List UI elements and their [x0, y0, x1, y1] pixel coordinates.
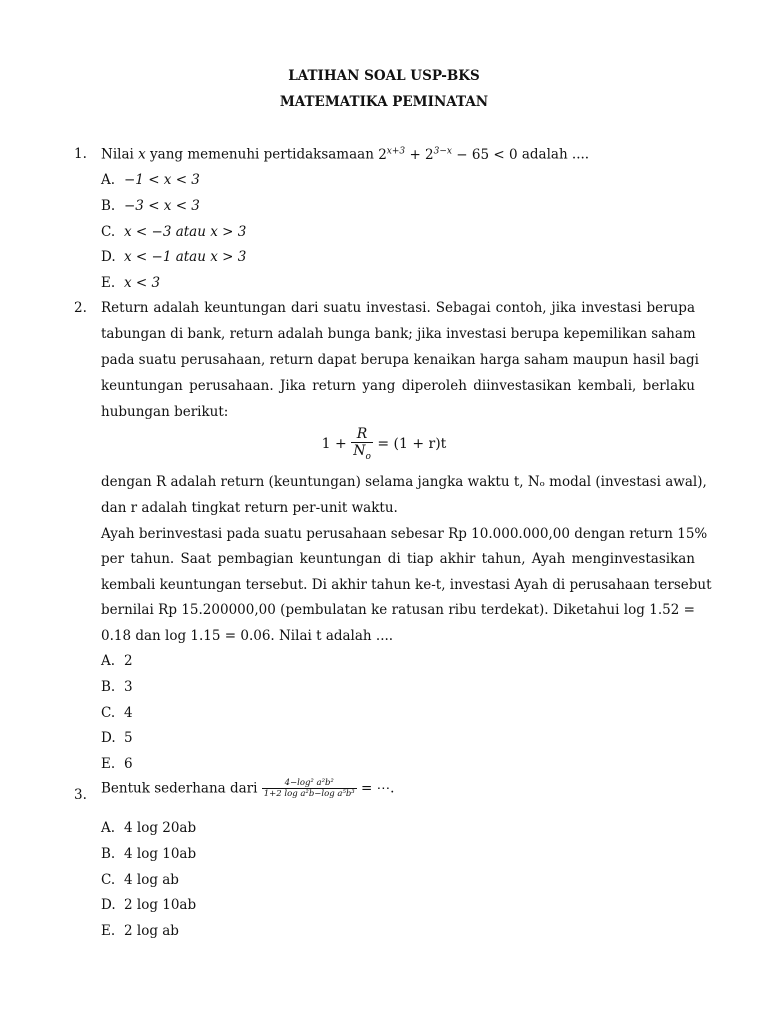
- q3-option-e: 2 log ab: [124, 923, 179, 939]
- q3-option-b: 4 log 10ab: [124, 846, 197, 862]
- q2-option-d-letter: D.: [101, 730, 116, 746]
- return-formula: 1 + $\frac{R}{N_o}$ = (1 + r)t: [321, 426, 447, 462]
- q3-fraction: $\frac{\text{4−log² a²b²}}{\text{1+2 log a²b−log a⁵b³}}$: [263, 778, 355, 799]
- q1-number: 1.: [74, 146, 87, 162]
- formula-fraction: $\frac{R}{N_o}$: [353, 426, 371, 462]
- q1-option-a: −1 < x < 3: [124, 172, 200, 188]
- q2-paragraph-line: tabungan di bank, return adalah bunga bank; jika investasi berupa kepemilikan saham: [101, 326, 696, 342]
- q3-option-a: 4 log 20ab: [124, 820, 197, 836]
- q2-option-b: 3: [124, 679, 133, 695]
- q2-paragraph-line: per tahun. Saat pembagian keuntungan di tiap akhir tahun, Ayah menginvestasikan: [101, 551, 695, 567]
- q2-option-c: 4: [124, 705, 133, 721]
- q1-option-b: −3 < x < 3: [124, 198, 200, 214]
- q1-option-c: x < −3 atau x > 3: [124, 224, 247, 240]
- q3-number: 3.: [74, 787, 87, 803]
- q2-option-c-letter: C.: [101, 705, 116, 721]
- q3-option-b-letter: B.: [101, 846, 116, 862]
- q1-option-e-letter: E.: [101, 275, 116, 291]
- q3-option-a-letter: A.: [101, 820, 116, 836]
- q3-option-e-letter: E.: [101, 923, 116, 939]
- q2-paragraph-line: Ayah berinvestasi pada suatu perusahaan sebesar Rp 10.000.000,00 dengan return 15%: [101, 526, 708, 542]
- q1-text: Nilai x yang memenuhi pertidaksamaan $2^{x+3} + 2^{3-x} - 65 < 0$ adalah ....: [101, 146, 590, 163]
- q1-option-a-letter: A.: [101, 172, 116, 188]
- q3-option-d: 2 log 10ab: [124, 897, 197, 913]
- q2-paragraph-line: kembali keuntungan tersebut. Di akhir tahun ke-t, investasi Ayah di perusahaan tersebut: [101, 577, 712, 593]
- q1-option-e: x < 3: [124, 275, 161, 291]
- q2-paragraph-line: dengan R adalah return (keuntungan) selama jangka waktu t, Nₒ modal (investasi awal),: [101, 474, 707, 490]
- q2-number: 2.: [74, 300, 87, 316]
- q3-option-c-letter: C.: [101, 872, 116, 888]
- q1-option-d-letter: D.: [101, 249, 116, 265]
- q1-option-b-letter: B.: [101, 198, 116, 214]
- q2-paragraph-line: pada suatu perusahaan, return dapat berupa kenaikan harga saham maupun hasil bagi: [101, 352, 699, 368]
- doc-subtitle: MATEMATIKA PEMINATAN: [279, 94, 489, 110]
- q2-paragraph-line: dan r adalah tingkat return per-unit waktu.: [101, 500, 398, 516]
- doc-title: LATIHAN SOAL USP-BKS: [288, 68, 480, 84]
- q2-paragraph-line: keuntungan perusahaan. Jika return yang diperoleh diinvestasikan kembali, berlaku: [101, 378, 695, 394]
- q1-expression: $2^{x+3} + 2^{3-x} - 65 < 0$: [378, 146, 518, 163]
- q2-option-e: 6: [124, 756, 133, 772]
- q2-option-e-letter: E.: [101, 756, 116, 772]
- q2-option-d: 5: [124, 730, 133, 746]
- q2-paragraph-line: 0.18 dan log 1.15 = 0.06. Nilai t adalah ....: [101, 628, 394, 644]
- q2-paragraph-line: hubungan berikut:: [101, 404, 229, 420]
- q3-option-d-letter: D.: [101, 897, 116, 913]
- q2-paragraph-line: bernilai Rp 15.200000,00 (pembulatan ke ratusan ribu terdekat). Diketahui log 1.52 =: [101, 602, 695, 618]
- q2-option-a: 2: [124, 653, 133, 669]
- q1-option-c-letter: C.: [101, 224, 116, 240]
- q1-option-d: x < −1 atau x > 3: [124, 249, 247, 265]
- q3-text: Bentuk sederhana dari $\frac{\text{4−log² a²b²}}{\text{1+2 log a²b−log a⁵b³}}$ = ⋯.: [101, 778, 395, 799]
- q3-option-c: 4 log ab: [124, 872, 179, 888]
- q2-paragraph-line: Return adalah keuntungan dari suatu investasi. Sebagai contoh, jika investasi berupa: [101, 300, 695, 316]
- q2-option-a-letter: A.: [101, 653, 116, 669]
- q2-option-b-letter: B.: [101, 679, 116, 695]
